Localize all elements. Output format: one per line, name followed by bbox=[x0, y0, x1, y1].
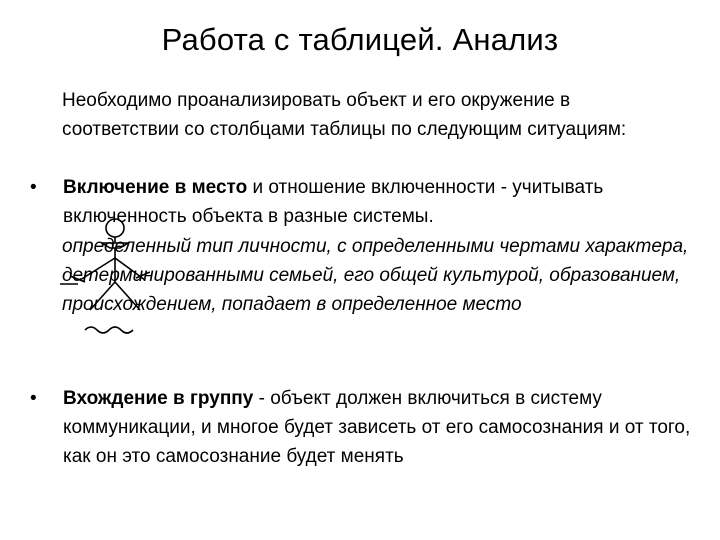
bullet-content bbox=[63, 384, 695, 471]
bullet-text: и отношение включенности - учитывать включенность объекта в разные системы. bbox=[63, 177, 604, 227]
bullet-heading: Включение в место bbox=[63, 177, 248, 198]
bullet-dot: • bbox=[30, 388, 37, 409]
bullet-dot: • bbox=[30, 177, 37, 198]
bullet-content bbox=[63, 173, 695, 231]
figure-ground-scribble bbox=[85, 327, 133, 333]
intro-paragraph: Необходимо проанализировать объект и его окружение в соответствии со столбцами таблицы по следующим ситуациям: bbox=[62, 90, 627, 140]
slide-title: Работа с таблицей. Анализ bbox=[161, 22, 559, 57]
italic-note: определенный тип личности, с определенными чертами характера, детерминированными семьей, его общей культурой, образованием, происхождением, попадает в определенное место bbox=[62, 236, 689, 315]
bullet-text: - объект должен включиться в систему коммуникации, и многое будет зависеть от его самосознания и от того, как он это самосознание будет менять bbox=[63, 388, 691, 467]
bullet-heading: Вхождение в группу bbox=[63, 388, 254, 409]
